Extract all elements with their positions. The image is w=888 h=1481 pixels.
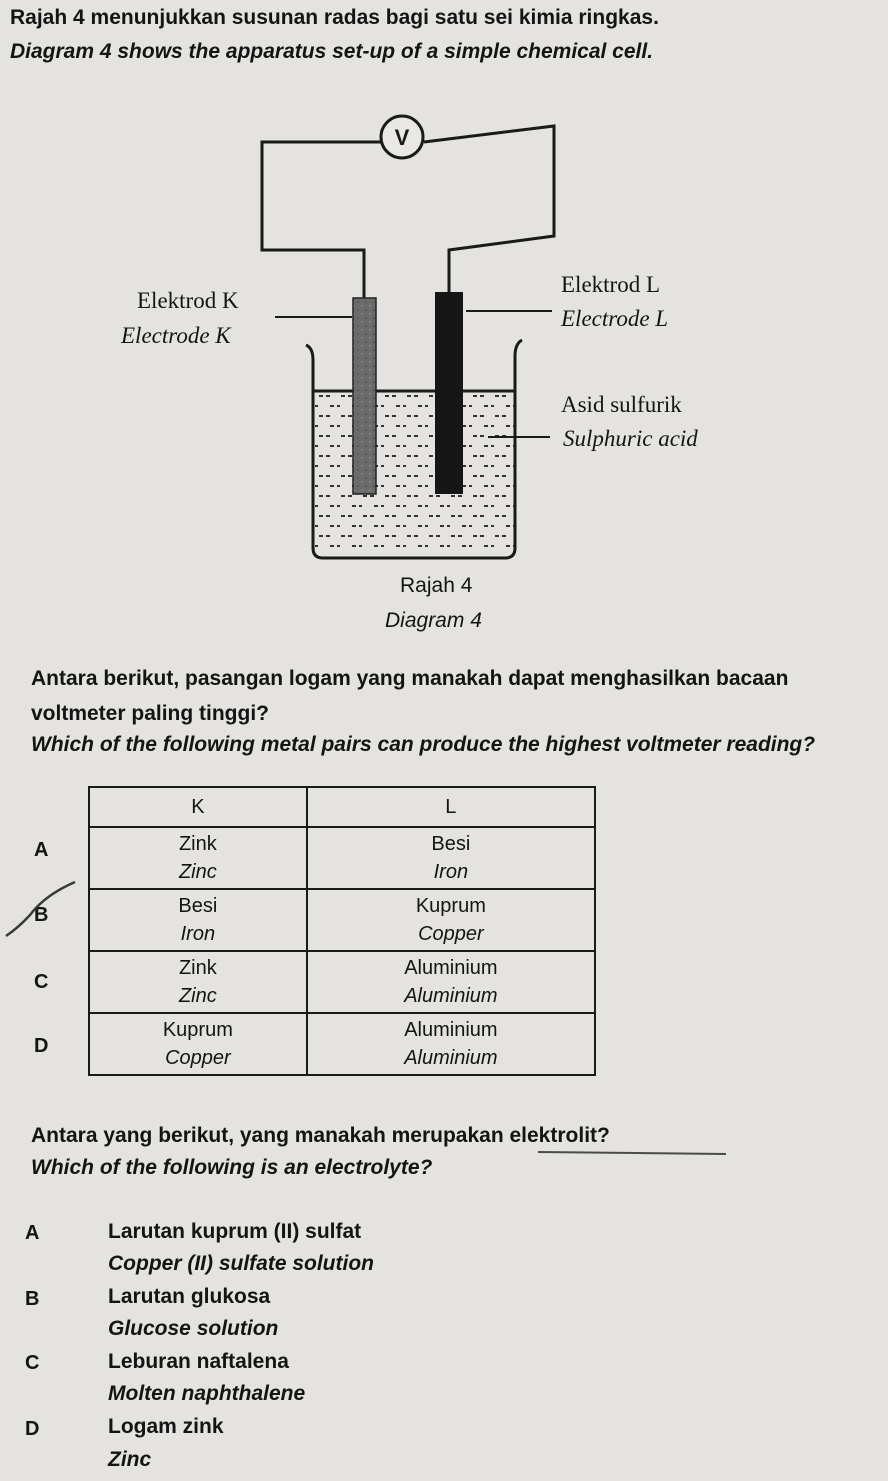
electrode-k-label-malay: Elektrod K [137,288,239,313]
answer-c-english: Molten naphthalene [108,1382,306,1405]
cell-k-english: Copper [165,1047,231,1069]
question1-text-malay-2: voltmeter paling tinggi? [31,702,270,725]
cell-k-english: Zinc [178,861,217,883]
question2-text-english: Which of the following is an electrolyte? [31,1156,433,1179]
answer-letter-b[interactable]: B [25,1288,40,1310]
intro-line-english: Diagram 4 shows the apparatus set-up of a simple chemical cell. [10,40,654,63]
electrode-l-label-malay: Elektrod L [561,272,660,297]
column-header-l: L [307,787,595,827]
question2-text-malay: Antara yang berikut, yang manakah merupakan elektrolit? [31,1124,610,1147]
option-letter-a[interactable]: A [34,839,49,861]
metal-pairs-table [88,786,596,1076]
electrode-l-label-english: Electrode L [561,306,669,331]
acid-label-english: Sulphuric acid [563,426,698,451]
pencil-mark [0,870,90,950]
table-row [89,827,595,889]
intro-line-malay: Rajah 4 menunjukkan susunan radas bagi satu sei kimia ringkas. [10,6,659,29]
svg-text:V: V [394,125,410,150]
sulphuric-acid-liquid [314,392,514,552]
cell-l-malay: Aluminium [404,957,498,979]
acid-label-malay: Asid sulfurik [561,392,682,417]
table-row [89,951,595,1013]
option-letter-d[interactable]: D [34,1035,49,1057]
wire-left [262,142,381,298]
cell-k-malay: Kuprum [162,1019,233,1041]
question1-text-malay-1: Antara berikut, pasangan logam yang manakah dapat menghasilkan bacaan [31,667,789,690]
answer-d-english: Zinc [108,1448,152,1471]
cell-k-english: Iron [180,923,216,945]
cell-l-malay: Besi [431,833,471,855]
diagram-caption-english: Diagram 4 [385,609,482,632]
option-letter-b[interactable]: B [34,904,49,926]
answer-letter-d[interactable]: D [25,1418,40,1440]
cell-k-malay: Zink [178,833,217,855]
cell-l-malay: Kuprum [415,895,486,917]
cell-l-english: Aluminium [404,985,498,1007]
cell-k-malay: Besi [178,895,218,917]
answer-d-malay: Logam zink [108,1415,224,1438]
answer-letter-a[interactable]: A [25,1222,40,1244]
electrode-l [435,292,463,494]
cell-l-malay: Aluminium [404,1019,498,1041]
table-row [89,1013,595,1075]
answer-a-malay: Larutan kuprum (II) sulfat [108,1220,362,1243]
answer-b-malay: Larutan glukosa [108,1285,271,1308]
electrode-k [353,298,376,494]
option-letter-c[interactable]: C [34,971,49,993]
cell-l-english: Copper [418,923,484,945]
table-row [89,889,595,951]
wire-right [424,126,554,292]
question1-text-english: Which of the following metal pairs can produce the highest voltmeter reading? [31,733,816,756]
cell-k-english: Zinc [178,985,217,1007]
answer-c-malay: Leburan naftalena [108,1350,289,1373]
answer-b-english: Glucose solution [108,1317,279,1340]
cell-k-malay: Zink [178,957,217,979]
cell-l-english: Iron [433,861,469,883]
column-header-k: K [89,787,307,827]
diagram-caption-malay: Rajah 4 [400,574,473,597]
electrode-k-label-english: Electrode K [121,323,231,348]
answer-letter-c[interactable]: C [25,1352,40,1374]
cell-l-english: Aluminium [404,1047,498,1069]
voltmeter-icon [381,116,423,158]
pencil-underline [530,1146,730,1158]
answer-a-english: Copper (II) sulfate solution [108,1252,374,1275]
